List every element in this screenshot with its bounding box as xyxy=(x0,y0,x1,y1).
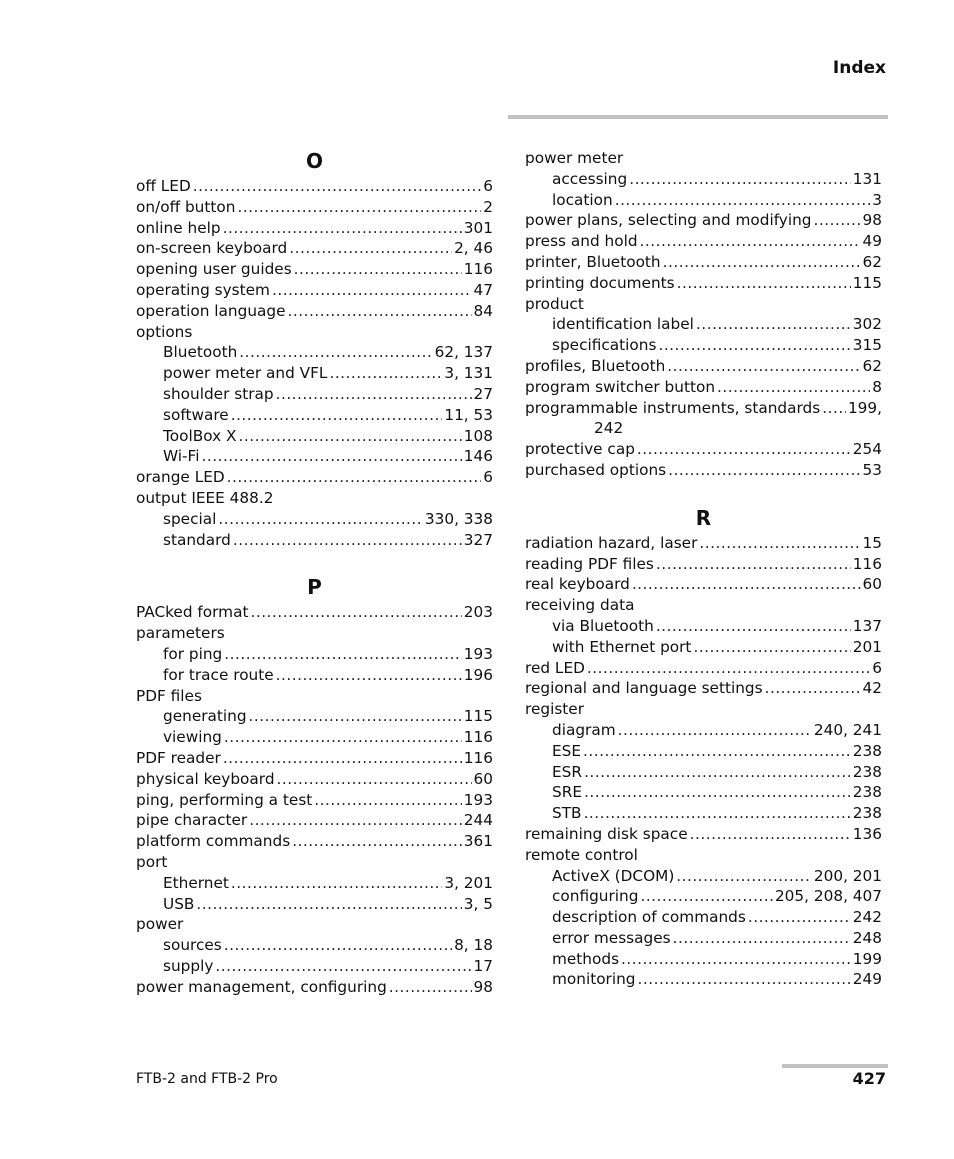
index-term: identification label xyxy=(552,315,694,334)
index-term: register xyxy=(525,700,584,719)
index-term: options xyxy=(136,322,193,341)
section-spacer xyxy=(136,550,493,572)
index-entry xyxy=(136,769,493,790)
index-term: radiation hazard, laser xyxy=(525,533,698,552)
index-entry xyxy=(525,658,882,679)
index-term: press and hold xyxy=(525,232,638,251)
index-page-refs: 3 xyxy=(872,190,882,209)
dot-leader xyxy=(632,574,861,595)
index-entry xyxy=(136,176,493,197)
dot-leader xyxy=(196,894,461,915)
index-entry xyxy=(136,218,493,239)
dot-leader xyxy=(223,218,462,239)
index-term: orange LED xyxy=(136,468,225,487)
index-page-refs: 62 xyxy=(862,356,882,375)
index-term: printer, Bluetooth xyxy=(525,252,661,271)
dot-leader xyxy=(239,342,432,363)
index-term: Bluetooth xyxy=(163,343,238,362)
index-term: remaining disk space xyxy=(525,824,688,843)
dot-leader xyxy=(699,533,860,554)
index-page-refs: 315 xyxy=(852,336,882,355)
index-page-refs: 116 xyxy=(463,728,493,747)
index-entry xyxy=(525,845,882,866)
index-page-refs: 62 xyxy=(862,252,882,271)
index-entry xyxy=(136,831,493,852)
index-page-refs: 6 xyxy=(483,468,493,487)
index-term: on/off button xyxy=(136,197,236,216)
index-entry xyxy=(525,699,882,720)
index-subentry xyxy=(136,644,493,665)
index-page-refs: 238 xyxy=(852,762,882,781)
index-page-refs: 6 xyxy=(872,658,882,677)
index-page-refs: 98 xyxy=(473,977,493,996)
index-page-refs: 15 xyxy=(862,533,882,552)
index-page-refs: 361 xyxy=(463,832,493,851)
index-subentry xyxy=(525,782,882,803)
index-subentry xyxy=(525,762,882,783)
index-subentry xyxy=(136,727,493,748)
index-subentry xyxy=(136,405,493,426)
index-subentry xyxy=(136,873,493,894)
dot-leader xyxy=(673,928,851,949)
index-subentry xyxy=(525,866,882,887)
dot-leader xyxy=(587,658,870,679)
index-term: sources xyxy=(163,936,222,955)
index-column-right xyxy=(525,148,882,990)
index-letter-heading: R xyxy=(695,505,712,530)
dot-leader xyxy=(233,530,462,551)
index-subentry xyxy=(136,363,493,384)
index-subentry xyxy=(136,384,493,405)
index-term: opening user guides xyxy=(136,260,292,279)
index-term: shoulder strap xyxy=(163,384,274,403)
footer-page-number: 427 xyxy=(852,1069,886,1088)
index-subentry xyxy=(525,741,882,762)
index-term: platform commands xyxy=(136,832,291,851)
index-entry xyxy=(136,623,493,644)
dot-leader xyxy=(584,803,851,824)
index-term: pipe character xyxy=(136,811,248,830)
index-page-refs: 60 xyxy=(473,769,493,788)
index-entry xyxy=(525,294,882,315)
running-header-title: Index xyxy=(832,58,886,78)
dot-leader xyxy=(193,176,482,197)
index-entry xyxy=(136,259,493,280)
index-entry xyxy=(525,678,882,699)
index-entry xyxy=(136,602,493,623)
index-page-refs: 136 xyxy=(852,824,882,843)
index-page-refs: 116 xyxy=(852,554,882,573)
index-page-refs: 302 xyxy=(852,315,882,334)
index-term: USB xyxy=(163,894,195,913)
index-entry xyxy=(525,148,882,169)
index-entry xyxy=(525,377,882,398)
index-page-refs: 17 xyxy=(473,956,493,975)
index-page-refs: 11, 53 xyxy=(444,405,493,424)
dot-leader xyxy=(224,727,462,748)
index-subentry xyxy=(136,894,493,915)
index-subentry xyxy=(136,935,493,956)
dot-leader xyxy=(277,769,472,790)
index-entry-pages-continued: 242 xyxy=(594,419,624,438)
index-subentry xyxy=(525,190,882,211)
index-term: supply xyxy=(163,956,214,975)
dot-leader xyxy=(663,252,861,273)
index-subentry xyxy=(136,706,493,727)
index-page-refs: 6 xyxy=(483,177,493,195)
section-spacer xyxy=(525,481,882,503)
index-page-refs: 27 xyxy=(473,384,493,403)
index-term: error messages xyxy=(552,928,671,947)
index-term: power plans, selecting and modifying xyxy=(525,211,812,230)
dot-leader xyxy=(249,706,462,727)
dot-leader xyxy=(640,231,861,252)
dot-leader xyxy=(717,377,870,398)
index-term: receiving data xyxy=(525,596,635,615)
index-term: SRE xyxy=(552,783,583,802)
index-page-refs: 3, 131 xyxy=(444,364,493,383)
index-entry xyxy=(525,824,882,845)
dot-leader xyxy=(224,935,452,956)
index-term: regional and language settings xyxy=(525,679,763,698)
dot-leader xyxy=(640,886,773,907)
index-term: accessing xyxy=(552,169,628,188)
index-term: viewing xyxy=(163,728,222,747)
index-term: PACked format xyxy=(136,603,249,622)
index-subentry xyxy=(525,637,882,658)
index-page-refs: 199, xyxy=(847,398,882,417)
index-subentry xyxy=(136,509,493,530)
dot-leader xyxy=(231,873,442,894)
index-letter-heading: O xyxy=(305,149,323,173)
index-page-refs: 199 xyxy=(852,949,882,968)
index-page-refs: 248 xyxy=(852,928,882,947)
dot-leader xyxy=(314,790,462,811)
index-term: monitoring xyxy=(552,970,636,989)
index-page-refs: 327 xyxy=(463,530,493,549)
index-term: remote control xyxy=(525,845,638,864)
index-entry xyxy=(525,210,882,231)
index-entry xyxy=(136,280,493,301)
index-page-refs: 60 xyxy=(862,575,882,594)
index-page-refs: 2, 46 xyxy=(454,239,493,258)
footer-rule xyxy=(782,1064,888,1068)
dot-leader xyxy=(638,969,851,990)
index-entry xyxy=(136,790,493,811)
dot-leader xyxy=(584,762,851,783)
index-term: with Ethernet port xyxy=(552,637,692,656)
dot-leader xyxy=(237,197,481,218)
index-subentry xyxy=(525,907,882,928)
dot-leader xyxy=(289,238,452,259)
dot-leader xyxy=(292,831,462,852)
dot-leader xyxy=(615,190,871,211)
dot-leader xyxy=(227,467,482,488)
index-term: configuring xyxy=(552,887,639,906)
index-subentry xyxy=(525,335,882,356)
dot-leader xyxy=(765,678,861,699)
index-page-refs: 238 xyxy=(852,804,882,823)
index-page-refs: 108 xyxy=(463,426,493,445)
index-page-refs: 193 xyxy=(463,790,493,809)
index-term: program switcher button xyxy=(525,377,716,396)
index-term: special xyxy=(163,509,217,528)
index-term: printing documents xyxy=(525,273,675,292)
index-term: real keyboard xyxy=(525,575,630,594)
index-term: power management, configuring xyxy=(136,977,387,996)
dot-leader xyxy=(224,644,462,665)
index-page-refs: 200, 201 xyxy=(813,866,882,885)
index-entry xyxy=(525,574,882,595)
index-entry xyxy=(136,238,493,259)
index-term: on-screen keyboard xyxy=(136,239,288,258)
dot-leader xyxy=(668,460,860,481)
dot-leader xyxy=(249,810,462,831)
index-entry xyxy=(525,460,882,481)
index-term: red LED xyxy=(525,658,585,677)
index-page-refs: 116 xyxy=(463,260,493,279)
index-subentry xyxy=(525,886,882,907)
index-subentry xyxy=(525,616,882,637)
index-term: PDF reader xyxy=(136,748,221,767)
index-subentry xyxy=(136,342,493,363)
index-page-refs: 193 xyxy=(463,644,493,663)
index-entry xyxy=(136,748,493,769)
index-term: reading PDF files xyxy=(525,554,654,573)
index-page-refs: 238 xyxy=(852,741,882,760)
index-page-refs: 131 xyxy=(852,169,882,188)
index-term: ESR xyxy=(552,762,583,781)
index-page-refs: 301 xyxy=(463,218,493,237)
index-term: diagram xyxy=(552,720,616,739)
index-term: power meter xyxy=(525,149,624,167)
header-rule xyxy=(508,115,888,119)
index-entry xyxy=(525,231,882,252)
dot-leader xyxy=(223,748,462,769)
index-term: location xyxy=(552,190,613,209)
index-term: ESE xyxy=(552,741,582,760)
index-subentry xyxy=(136,956,493,977)
dot-leader xyxy=(656,554,851,575)
index-term: off LED xyxy=(136,177,191,195)
index-subentry xyxy=(525,169,882,190)
index-entry xyxy=(136,810,493,831)
index-page-refs: 137 xyxy=(852,616,882,635)
index-subentry xyxy=(136,665,493,686)
index-page-refs: 254 xyxy=(852,440,882,459)
index-entry xyxy=(136,686,493,707)
index-term: for trace route xyxy=(163,665,274,684)
index-term: operating system xyxy=(136,280,270,299)
dot-leader xyxy=(629,169,851,190)
dot-leader xyxy=(637,439,851,460)
index-page-refs: 249 xyxy=(852,970,882,989)
index-entry xyxy=(136,852,493,873)
dot-leader xyxy=(250,602,461,623)
dot-leader xyxy=(294,259,462,280)
index-page-refs: 244 xyxy=(463,811,493,830)
index-entry xyxy=(136,977,493,998)
index-term: standard xyxy=(163,530,231,549)
dot-leader xyxy=(215,956,471,977)
index-page-refs: 242 xyxy=(852,908,882,927)
index-term: protective cap xyxy=(525,440,635,459)
index-page-refs: 115 xyxy=(852,273,882,292)
index-term: via Bluetooth xyxy=(552,616,654,635)
index-page-refs: 49 xyxy=(862,232,882,251)
dot-leader xyxy=(329,363,442,384)
index-term: parameters xyxy=(136,624,225,643)
dot-leader xyxy=(677,273,851,294)
index-page-refs: 146 xyxy=(463,447,493,466)
index-term: power xyxy=(136,915,184,934)
index-entry xyxy=(525,356,882,377)
index-entry xyxy=(525,252,882,273)
index-subentry xyxy=(525,314,882,335)
dot-leader xyxy=(239,426,462,447)
index-entry xyxy=(525,533,882,554)
index-subentry xyxy=(525,803,882,824)
index-term: port xyxy=(136,852,168,871)
index-term: ToolBox X xyxy=(163,426,237,445)
dot-leader xyxy=(584,782,851,803)
index-term: product xyxy=(525,294,584,313)
index-subentry xyxy=(136,446,493,467)
dot-leader xyxy=(583,741,851,762)
dot-leader xyxy=(276,384,472,405)
index-page-refs: 42 xyxy=(862,679,882,698)
index-column-left xyxy=(136,146,493,997)
index-page-refs: 84 xyxy=(473,301,493,320)
index-term: online help xyxy=(136,218,221,237)
index-term: Wi-Fi xyxy=(163,447,200,466)
dot-leader xyxy=(202,446,462,467)
index-term: for ping xyxy=(163,644,223,663)
index-entry xyxy=(525,273,882,294)
index-page-refs: 238 xyxy=(852,783,882,802)
index-term: specifications xyxy=(552,336,657,355)
index-page-refs: 8, 18 xyxy=(454,936,493,955)
index-page-refs: 3, 5 xyxy=(463,894,493,913)
index-subentry xyxy=(525,720,882,741)
index-page-refs: 205, 208, 407 xyxy=(774,887,882,906)
index-term: software xyxy=(163,405,229,424)
dot-leader xyxy=(656,616,851,637)
index-subentry xyxy=(525,969,882,990)
dot-leader xyxy=(618,720,812,741)
dot-leader xyxy=(676,866,812,887)
dot-leader xyxy=(667,356,860,377)
index-page-refs: 53 xyxy=(862,460,882,479)
index-entry xyxy=(136,914,493,935)
footer-doc-title: FTB-2 and FTB-2 Pro xyxy=(136,1071,278,1087)
dot-leader xyxy=(288,301,472,322)
index-page-refs: 8 xyxy=(872,377,882,396)
dot-leader xyxy=(658,335,850,356)
index-page-refs: 98 xyxy=(862,211,882,230)
index-page-refs: 196 xyxy=(463,665,493,684)
index-page-refs: 3, 201 xyxy=(444,873,493,892)
dot-leader xyxy=(621,949,851,970)
dot-leader xyxy=(814,210,861,231)
index-page-refs: 62, 137 xyxy=(434,343,493,362)
index-subentry xyxy=(136,426,493,447)
index-entry xyxy=(136,197,493,218)
index-term: ping, performing a test xyxy=(136,790,313,809)
index-term: programmable instruments, standards xyxy=(525,398,821,417)
index-page-refs: 115 xyxy=(463,707,493,726)
dot-leader xyxy=(690,824,851,845)
index-page-refs: 330, 338 xyxy=(424,509,493,528)
index-entry xyxy=(136,467,493,488)
index-page-refs: 240, 241 xyxy=(813,720,882,739)
dot-leader xyxy=(748,907,851,928)
index-term: purchased options xyxy=(525,460,667,479)
dot-leader xyxy=(276,665,462,686)
dot-leader xyxy=(218,509,423,530)
index-page-refs: 116 xyxy=(463,748,493,767)
dot-leader xyxy=(693,637,850,658)
index-term: profiles, Bluetooth xyxy=(525,356,666,375)
index-term: Ethernet xyxy=(163,873,229,892)
dot-leader xyxy=(231,405,443,426)
index-term: ActiveX (DCOM) xyxy=(552,866,675,885)
dot-leader xyxy=(696,314,851,335)
index-entry xyxy=(136,301,493,322)
index-subentry xyxy=(525,949,882,970)
index-letter-heading: P xyxy=(307,575,322,600)
dot-leader xyxy=(272,280,472,301)
index-term: operation language xyxy=(136,301,286,320)
index-term: STB xyxy=(552,804,582,823)
index-term: PDF files xyxy=(136,686,202,705)
index-term: power meter and VFL xyxy=(163,364,328,383)
index-entry xyxy=(136,322,493,343)
index-term: physical keyboard xyxy=(136,769,275,788)
index-subentry xyxy=(136,530,493,551)
index-term: methods xyxy=(552,949,620,968)
index-term: description of commands xyxy=(552,908,746,927)
index-entry xyxy=(525,398,882,419)
dot-leader xyxy=(822,398,846,419)
index-entry xyxy=(136,488,493,509)
index-entry xyxy=(525,439,882,460)
index-entry xyxy=(525,595,882,616)
index-subentry xyxy=(525,928,882,949)
index-page-refs: 201 xyxy=(852,637,882,656)
index-entry xyxy=(525,554,882,575)
index-page-refs: 203 xyxy=(463,603,493,622)
index-page-refs: 2 xyxy=(483,197,493,216)
index-term: output IEEE 488.2 xyxy=(136,488,274,507)
index-term: generating xyxy=(163,707,247,726)
index-page-refs: 47 xyxy=(473,280,493,299)
dot-leader xyxy=(389,977,472,998)
